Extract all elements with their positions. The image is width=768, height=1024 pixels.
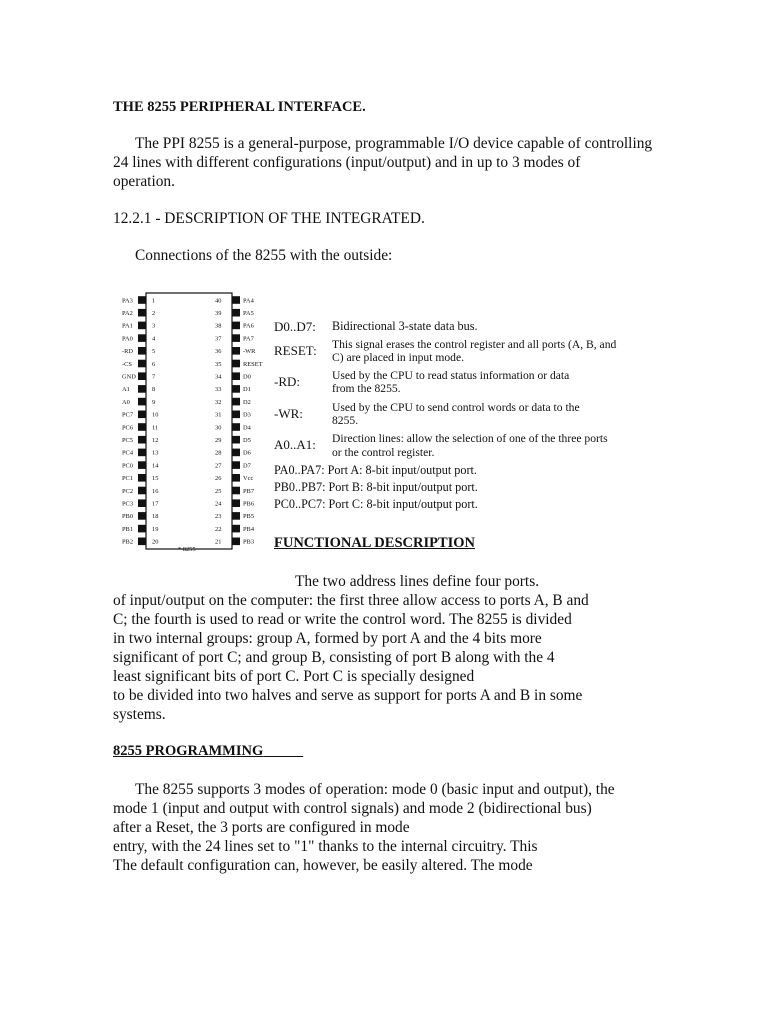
pin-left-1 — [138, 296, 146, 304]
pin-name-left-pa3: PA3 — [122, 297, 133, 305]
pin-number-24: 24 — [215, 500, 222, 508]
pin-left-15 — [138, 474, 146, 482]
pin-number-39: 39 — [215, 310, 222, 317]
pin-name-right-d3: D3 — [243, 411, 251, 419]
programming-heading-text: 8255 PROGRAMMING — [113, 743, 264, 759]
connections-line: Connections of the 8255 with the outside: — [135, 247, 393, 264]
pin-number-19: 19 — [152, 525, 159, 533]
functional-line-4: in two internal groups: group A, formed by port A and the 4 bits more — [113, 630, 542, 647]
signal-desc-d0-d7: Bidirectional 3-state data bus. — [332, 319, 478, 333]
pin-right-29 — [232, 436, 240, 444]
pin-name-left-pc6: PC6 — [122, 424, 134, 432]
pin-right-26 — [232, 474, 240, 482]
programming-line-2: mode 1 (input and output with control signals) and mode 2 (bidirectional bus) — [113, 800, 592, 817]
signal-desc-rd-1: Used by the CPU to read status information or data — [332, 369, 570, 382]
pin-name-left-pa2: PA2 — [122, 310, 133, 317]
pin-right-31 — [232, 411, 240, 419]
pin-name-right-vcc: Vcc — [243, 475, 254, 483]
pin-number-22: 22 — [215, 525, 222, 533]
pin-name-right-pa6: PA6 — [243, 322, 254, 330]
pin-name-left-pb0: PB0 — [122, 513, 134, 521]
pin-name-right-pb4: PB4 — [243, 525, 255, 533]
pin-name-left-cs: -CS — [122, 360, 132, 368]
pin-number-10: 10 — [152, 411, 159, 419]
pin-number-15: 15 — [152, 475, 159, 483]
signal-name-a0-a1: A0..A1: — [274, 437, 316, 452]
pin-name-left-pb2: PB2 — [122, 538, 134, 546]
signal-desc-reset-2: C) are placed in input mode. — [332, 351, 464, 364]
programming-line-1: The 8255 supports 3 modes of operation: mode 0 (basic input and output), the — [135, 781, 615, 798]
pin-number-30: 30 — [215, 424, 222, 432]
pin-number-3: 3 — [152, 322, 156, 330]
programming-line-4: entry, with the 24 lines set to "1" thanks to the internal circuitry. This — [113, 838, 538, 855]
functional-line-5: significant of port C; and group B, consisting of port B along with the 4 — [113, 649, 555, 666]
pin-name-left-pc7: PC7 — [122, 411, 134, 419]
functional-heading: FUNCTIONAL DESCRIPTION — [274, 535, 476, 551]
functional-line-1: The two address lines define four ports. — [295, 573, 540, 590]
pin-right-36 — [232, 347, 240, 355]
pin-name-left-pc5: PC5 — [122, 437, 134, 444]
pin-name-left-pc1: PC1 — [122, 475, 134, 483]
pin-number-14: 14 — [152, 462, 159, 470]
pin-number-20: 20 — [152, 538, 159, 546]
pin-name-right-pb3: PB3 — [243, 538, 255, 546]
pin-name-left-pa1: PA1 — [122, 322, 133, 330]
pin-name-right-pb7: PB7 — [243, 487, 255, 495]
pin-left-16 — [138, 487, 146, 495]
pin-number-27: 27 — [215, 462, 222, 470]
pin-left-20 — [138, 538, 146, 546]
pin-number-18: 18 — [152, 513, 159, 521]
intro-line-3: operation. — [113, 173, 175, 190]
pin-number-35: 35 — [215, 360, 222, 368]
chip-label: * 8255 — [178, 546, 196, 553]
pin-right-37 — [232, 334, 240, 342]
pin-number-5: 5 — [152, 348, 156, 356]
intro-line-2: 24 lines with different configurations (input/output) and in up to 3 modes of — [113, 154, 581, 171]
page-title: THE 8255 PERIPHERAL INTERFACE. — [113, 99, 366, 115]
pin-right-21 — [232, 538, 240, 546]
port-b-line: PB0..PB7: Port B: 8-bit input/output port. — [274, 480, 478, 494]
pin-name-right-reset: RESET — [243, 360, 263, 368]
pin-name-left-gnd: GND — [122, 373, 136, 381]
pin-left-17 — [138, 499, 146, 507]
pin-name-right-pa4: PA4 — [243, 297, 254, 305]
pin-right-35 — [232, 360, 240, 368]
pin-number-2: 2 — [152, 310, 156, 317]
pin-left-13 — [138, 449, 146, 457]
pin-right-34 — [232, 372, 240, 380]
pin-right-32 — [232, 398, 240, 406]
pin-number-1: 1 — [152, 297, 156, 305]
pin-number-36: 36 — [215, 348, 222, 356]
pin-number-34: 34 — [215, 373, 222, 381]
pin-number-6: 6 — [152, 360, 156, 368]
chip-body — [146, 293, 232, 549]
pin-number-17: 17 — [152, 500, 159, 508]
pin-name-left-pc4: PC4 — [122, 449, 134, 457]
pin-number-13: 13 — [152, 449, 159, 457]
pin-number-26: 26 — [215, 475, 222, 483]
pin-right-40 — [232, 296, 240, 304]
functional-line-8: systems. — [113, 706, 166, 723]
pin-number-40: 40 — [215, 297, 222, 305]
pin-left-9 — [138, 398, 146, 406]
pin-right-25 — [232, 487, 240, 495]
pin-left-12 — [138, 436, 146, 444]
pin-name-right-pa5: PA5 — [243, 310, 254, 317]
programming-line-3: after a Reset, the 3 ports are configured in mode — [113, 819, 410, 836]
pin-left-2 — [138, 309, 146, 317]
pin-left-19 — [138, 525, 146, 533]
pin-number-9: 9 — [152, 398, 156, 406]
signal-desc-reset-1: This signal erases the control register and all ports (A, B, and — [332, 338, 617, 351]
signal-desc-wr-2: 8255. — [332, 414, 359, 427]
pin-right-30 — [232, 423, 240, 431]
pin-left-5 — [138, 347, 146, 355]
pin-name-left-pa0: PA0 — [122, 335, 133, 343]
pin-number-37: 37 — [215, 335, 222, 343]
signal-name-rd: -RD: — [274, 374, 300, 389]
pin-number-32: 32 — [215, 398, 222, 406]
pin-name-right-d1: D1 — [243, 386, 251, 394]
pin-number-4: 4 — [152, 335, 156, 343]
pin-number-28: 28 — [215, 449, 222, 457]
pin-left-8 — [138, 385, 146, 393]
pin-left-4 — [138, 334, 146, 342]
pin-right-24 — [232, 499, 240, 507]
pin-left-11 — [138, 423, 146, 431]
pin-name-right-pa7: PA7 — [243, 335, 254, 343]
functional-line-6: least significant bits of port C. Port C is specially designed — [113, 668, 475, 685]
pin-name-left-pc0: PC0 — [122, 462, 134, 470]
pin-number-31: 31 — [215, 411, 222, 419]
pin-right-23 — [232, 512, 240, 520]
pin-right-27 — [232, 461, 240, 469]
signal-desc-wr-1: Used by the CPU to send control words or data to the — [332, 401, 580, 414]
pin-number-33: 33 — [215, 386, 222, 394]
pin-right-28 — [232, 449, 240, 457]
pin-number-25: 25 — [215, 487, 222, 495]
pin-number-8: 8 — [152, 386, 156, 394]
pin-number-21: 21 — [215, 538, 222, 546]
intro-line-1: The PPI 8255 is a general-purpose, programmable I/O device capable of controlling — [135, 135, 653, 152]
pin-number-11: 11 — [152, 424, 159, 432]
pin-name-left-pb1: PB1 — [122, 525, 134, 533]
pin-name-left-pc2: PC2 — [122, 487, 134, 495]
pin-name-right-wr: -WR — [243, 348, 256, 356]
pin-number-7: 7 — [152, 373, 156, 381]
pin-left-7 — [138, 372, 146, 380]
pin-name-right-d5: D5 — [243, 437, 251, 444]
functional-line-3: C; the fourth is used to read or write the control word. The 8255 is divided — [113, 611, 572, 628]
pin-number-16: 16 — [152, 487, 159, 495]
pin-left-6 — [138, 360, 146, 368]
pin-number-29: 29 — [215, 437, 222, 444]
signal-name-d0-d7: D0..D7: — [274, 319, 316, 334]
pin-name-left-pc3: PC3 — [122, 500, 134, 508]
pin-name-left-a1: A1 — [122, 386, 130, 394]
functional-line-2: of input/output on the computer: the first three allow access to ports A, B and — [113, 592, 589, 609]
pin-right-22 — [232, 525, 240, 533]
port-a-line: PA0..PA7: Port A: 8-bit input/output port. — [274, 463, 477, 477]
pin-left-3 — [138, 322, 146, 330]
functional-line-7: to be divided into two halves and serve as support for ports A and B in some — [113, 687, 583, 704]
signal-desc-a0-a1-2: or the control register. — [332, 446, 435, 459]
pin-right-39 — [232, 309, 240, 317]
chip-svg — [118, 292, 268, 554]
programming-line-5: The default configuration can, however, be easily altered. The mode — [113, 857, 533, 874]
pin-right-33 — [232, 385, 240, 393]
pin-name-right-d2: D2 — [243, 398, 251, 406]
signal-name-reset: RESET: — [274, 343, 317, 358]
port-c-line: PC0..PC7: Port C: 8-bit input/output port. — [274, 497, 478, 511]
chip-pinout-diagram — [118, 292, 268, 554]
pin-name-right-d4: D4 — [243, 424, 251, 432]
pin-name-right-d7: D7 — [243, 462, 251, 470]
pin-number-38: 38 — [215, 322, 222, 330]
pin-name-right-d6: D6 — [243, 449, 251, 457]
programming-heading — [113, 743, 303, 760]
pin-left-10 — [138, 411, 146, 419]
pin-left-14 — [138, 461, 146, 469]
signal-name-wr: -WR: — [274, 406, 303, 421]
pin-name-right-d0: D0 — [243, 373, 251, 381]
pin-name-right-pb5: PB5 — [243, 513, 255, 521]
signal-desc-a0-a1-1: Direction lines: allow the selection of one of the three ports — [332, 432, 608, 445]
pin-left-18 — [138, 512, 146, 520]
pin-right-38 — [232, 322, 240, 330]
pin-number-23: 23 — [215, 513, 222, 521]
section-heading: 12.2.1 - DESCRIPTION OF THE INTEGRATED. — [113, 210, 425, 227]
signal-desc-rd-2: from the 8255. — [332, 382, 401, 395]
pin-name-left-a0: A0 — [122, 398, 130, 406]
pin-number-12: 12 — [152, 437, 159, 444]
pin-name-right-pb6: PB6 — [243, 500, 255, 508]
pin-name-left-rd: -RD — [122, 348, 134, 356]
